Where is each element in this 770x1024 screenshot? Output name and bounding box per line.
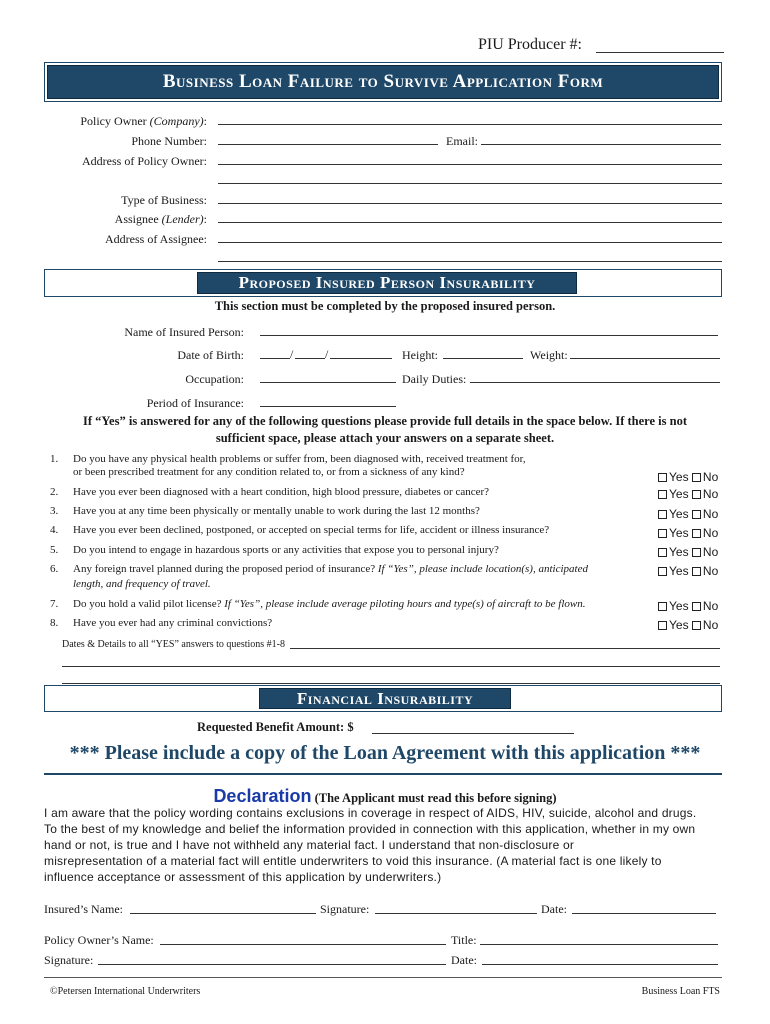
assignee-label: Assignee (Lender): [114,212,207,226]
daily-duties-label: Daily Duties: [402,372,467,386]
question-text: or been prescribed treatment for any condition related to, or from a sickness of any kind? [73,466,465,478]
insured-signature-label: Signature: [320,902,370,916]
yes-label: Yes [669,526,689,540]
details-field-3[interactable] [62,683,720,684]
no-checkbox[interactable] [692,510,701,519]
weight-label: Weight: [530,348,568,362]
address-owner-label: Address of Policy Owner: [82,154,207,168]
insured-name-sign-field[interactable] [130,913,316,914]
insured-name-field[interactable] [260,335,718,336]
question-text: Have you ever had any criminal convictions? [73,617,273,629]
question-text: Do you have any physical health problems or suffer from, been diagnosed with, received treatment for, [73,453,526,465]
insured-name-sign-label: Insured’s Name: [44,902,123,916]
daily-duties-field[interactable] [470,382,720,383]
address-assignee-field[interactable] [218,242,722,243]
details-field-2[interactable] [62,666,720,667]
yes-no-q2 [658,487,718,501]
insured-date-label: Date: [541,902,567,916]
yes-no-q8 [658,618,718,632]
no-checkbox[interactable] [692,490,701,499]
owner-date-label: Date: [451,953,477,967]
phone-field[interactable] [218,144,438,145]
question-text: Have you ever been declined, postponed, or accepted on special terms for life, accident or illness insurance? [73,524,550,536]
no-label: No [702,618,719,632]
email-field[interactable] [481,144,721,145]
question-text: length, and frequency of travel. [73,578,211,590]
owner-title-label: Title: [451,933,477,947]
yes-label: Yes [669,470,689,484]
producer-label: PIU Producer #: [478,36,582,53]
question-text: Do you hold a valid pilot license? If “Yes”, please include average piloting hours and type(s) of aircraft to be flown. [73,598,586,610]
owner-name-label: Policy Owner’s Name: [44,933,154,947]
no-label: No [702,599,719,613]
dob-label: Date of Birth: [177,348,244,362]
occupation-label: Occupation: [185,372,244,386]
owner-title-field[interactable] [480,944,718,945]
yes-checkbox[interactable] [658,529,667,538]
no-checkbox[interactable] [692,548,701,557]
yes-no-q6 [658,564,718,578]
type-business-label: Type of Business: [121,193,207,207]
no-label: No [702,470,719,484]
period-label: Period of Insurance: [146,396,244,410]
details-field[interactable] [290,648,720,649]
dob-separator: / [325,347,329,361]
dob-month-field[interactable] [295,358,325,359]
question-number: 8. [50,617,59,629]
address-assignee-label: Address of Assignee: [105,232,207,246]
question-text: Have you at any time been physically or mentally unable to work during the last 12 months? [73,505,480,517]
policy-owner-field[interactable] [218,124,722,125]
question-number: 6. [50,563,59,575]
yes-label: Yes [669,545,689,559]
no-label: No [702,526,719,540]
question-number: 7. [50,598,59,610]
owner-signature-field[interactable] [98,964,446,965]
dob-day-field[interactable] [260,358,290,359]
yes-checkbox[interactable] [658,621,667,630]
no-checkbox[interactable] [692,602,701,611]
declaration-line: hand or not, is true and I have not withheld any material fact. I understand that non-disclosure or [44,838,575,852]
yes-label: Yes [669,507,689,521]
question-number: 3. [50,505,59,517]
questions-intro-line1: If “Yes” is answered for any of the following questions please provide full details in the space below. If there is not [83,414,687,428]
declaration-line: To the best of my knowledge and belief the information provided in connection with this application, whether in my own [44,822,696,836]
question-text: Have you ever been diagnosed with a heart condition, high blood pressure, diabetes or cancer? [73,486,490,498]
yes-label: Yes [669,564,689,578]
question-number: 2. [50,486,59,498]
declaration-heading [0,786,770,807]
no-checkbox[interactable] [692,567,701,576]
producer-number-field[interactable] [596,52,724,53]
assignee-field[interactable] [218,222,722,223]
declaration-line: influence acceptance or assessment of this application by underwriters.) [44,870,442,884]
no-label: No [702,545,719,559]
financial-section-title: Financial Insurability [296,689,474,708]
footer-copyright: ©Petersen International Underwriters [50,986,201,997]
height-field[interactable] [443,358,523,359]
yes-no-q1 [658,470,718,484]
notice-divider [44,773,722,775]
question-text: Any foreign travel planned during the proposed period of insurance? If “Yes”, please include location(s), anticipated [73,563,588,575]
yes-checkbox[interactable] [658,602,667,611]
footer-divider [44,977,722,978]
weight-field[interactable] [570,358,720,359]
question-number: 4. [50,524,59,536]
email-label: Email: [446,134,478,148]
yes-no-q4 [658,526,718,540]
dob-separator: / [290,347,294,361]
insured-name-label: Name of Insured Person: [124,325,244,339]
dob-year-field[interactable] [330,358,392,359]
no-label: No [702,507,719,521]
insured-signature-field[interactable] [375,913,537,914]
no-label: No [702,564,719,578]
question-text: Do you intend to engage in hazardous sports or any activities that expose you to personal injury? [73,544,499,556]
no-checkbox[interactable] [692,529,701,538]
yes-no-q7 [658,599,718,613]
header-banner [47,65,719,99]
yes-checkbox[interactable] [658,473,667,482]
benefit-amount-label: Requested Benefit Amount: $ [197,720,354,734]
footer-form-code: Business Loan FTS [641,986,720,997]
declaration-line: misrepresentation of a material fact will entitle underwriters to void this insurance. (A material fact is one likely to [44,854,662,868]
no-label: No [702,487,719,501]
declaration-subtitle: (The Applicant must read this before signing) [311,791,557,805]
financial-banner [259,688,511,709]
benefit-amount-field[interactable] [372,733,574,734]
loan-agreement-notice: *** Please include a copy of the Loan Agreement with this application *** [69,742,701,764]
address-owner-field[interactable] [218,164,722,165]
yes-checkbox[interactable] [658,567,667,576]
no-checkbox[interactable] [692,473,701,482]
questions-intro-line2: sufficient space, please attach your answers on a separate sheet. [215,431,555,445]
details-label: Dates & Details to all “YES” answers to questions #1-8 [62,639,286,650]
insured-instruction: This section must be completed by the proposed insured person. [214,299,556,313]
type-business-field[interactable] [218,203,722,204]
yes-checkbox[interactable] [658,490,667,499]
yes-label: Yes [669,487,689,501]
owner-name-field[interactable] [160,944,446,945]
period-field[interactable] [260,406,396,407]
yes-no-q3 [658,507,718,521]
question-number: 1. [50,453,59,465]
occupation-field[interactable] [260,382,396,383]
question-number: 5. [50,544,59,556]
address-assignee-field-2[interactable] [218,261,722,262]
yes-checkbox[interactable] [658,548,667,557]
yes-checkbox[interactable] [658,510,667,519]
no-checkbox[interactable] [692,621,701,630]
yes-no-q5 [658,545,718,559]
yes-label: Yes [669,618,689,632]
declaration-title: Declaration [213,786,312,806]
policy-owner-label: Policy Owner (Company): [80,114,207,128]
insured-date-field[interactable] [572,913,716,914]
height-label: Height: [402,348,438,362]
yes-label: Yes [669,599,689,613]
insured-section-title: Proposed Insured Person Insurability [238,273,536,292]
declaration-line: I am aware that the policy wording contains exclusions in coverage in respect of AIDS, HIV, suicide, alcohol and drugs. [44,806,697,820]
insured-banner [197,272,577,294]
phone-label: Phone Number: [131,134,207,148]
owner-signature-label: Signature: [44,953,94,967]
owner-date-field[interactable] [482,964,718,965]
address-owner-field-2[interactable] [218,183,722,184]
form-title: Business Loan Failure to Survive Application Form [162,71,604,92]
